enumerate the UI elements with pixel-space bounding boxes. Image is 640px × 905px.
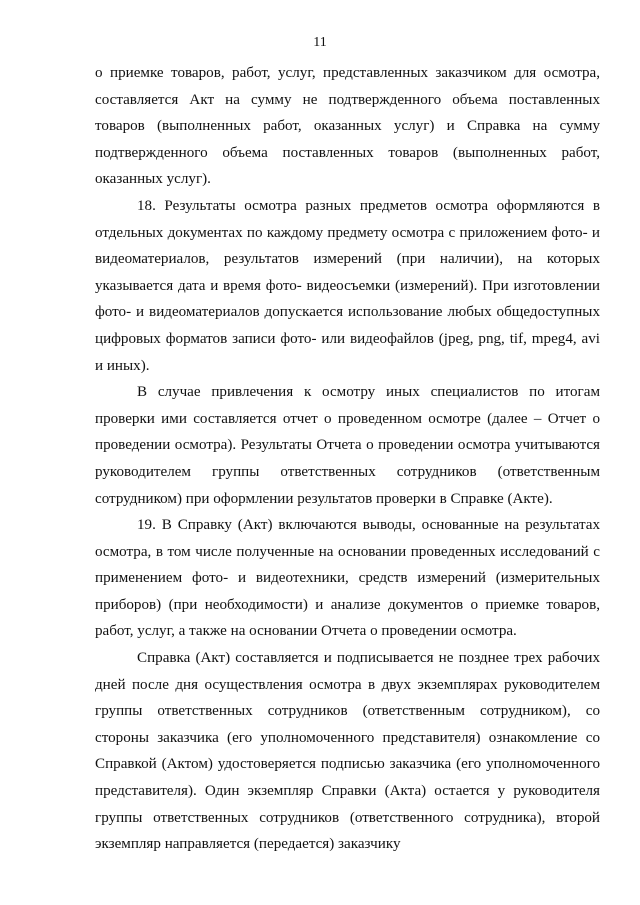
paragraph-item-19: 19. В Справку (Акт) включаются выводы, основанные на результатах осмотра, в том числе полученные на основании проведенных исследований с применением фото- и видеотехники, средств измерений (измерительных приборов) (при необходимости) и анализе документов о приемке товаров, работ, услуг, а также на основании Отчета о проведении осмотра. [95, 517, 600, 640]
document-body [95, 60, 600, 858]
paragraph-continuation: о приемке товаров, работ, услуг, представленных заказчиком для осмотра, составляется Акт на сумму не подтвержденного объема поставленных товаров (выполненных работ, оказанных услуг) и Справка на сумму подтвержденного объема поставленных товаров (выполненных работ, оказанных услуг). [95, 65, 600, 188]
paragraph-specialists-report: В случае привлечения к осмотру иных специалистов по итогам проверки ими составляется отчет о проведенном осмотре (далее – Отчет о проведении осмотра). Результаты Отчета о проведении осмотра учитываются руководителем группы ответственных сотрудников (ответственным сотрудником) при оформлении результатов проверки в Справке (Акте). [95, 384, 600, 507]
paragraph-item-18: 18. Результаты осмотра разных предметов осмотра оформляются в отдельных документах по каждому предмету осмотра с приложением фото- и видеоматериалов, результатов измерений (при наличии), на которых указывается дата и время фото- видеосъемки (измерений). При изготовлении фото- и видеоматериалов допускается использование любых общедоступных цифровых форматов записи фото- или видеофайлов (jpeg, png, tif, mpeg4, avi и иных). [95, 197, 600, 374]
page-number: 11 [313, 35, 327, 50]
paragraph-certificate-signing: Справка (Акт) составляется и подписывается не позднее трех рабочих дней после дня осуществления осмотра в двух экземплярах руководителем группы ответственных сотрудников (ответственным сотрудником), со стороны заказчика (его уполномоченного представителя) ознакомление со Справкой (Актом) удостоверяется подписью заказчика (его уполномоченного представителя). Один экземпляр Справки (Акта) остается у руководителя группы ответственных сотрудников (ответственного сотрудника), второй экземпляр направляется (передается) заказчику [95, 650, 600, 853]
